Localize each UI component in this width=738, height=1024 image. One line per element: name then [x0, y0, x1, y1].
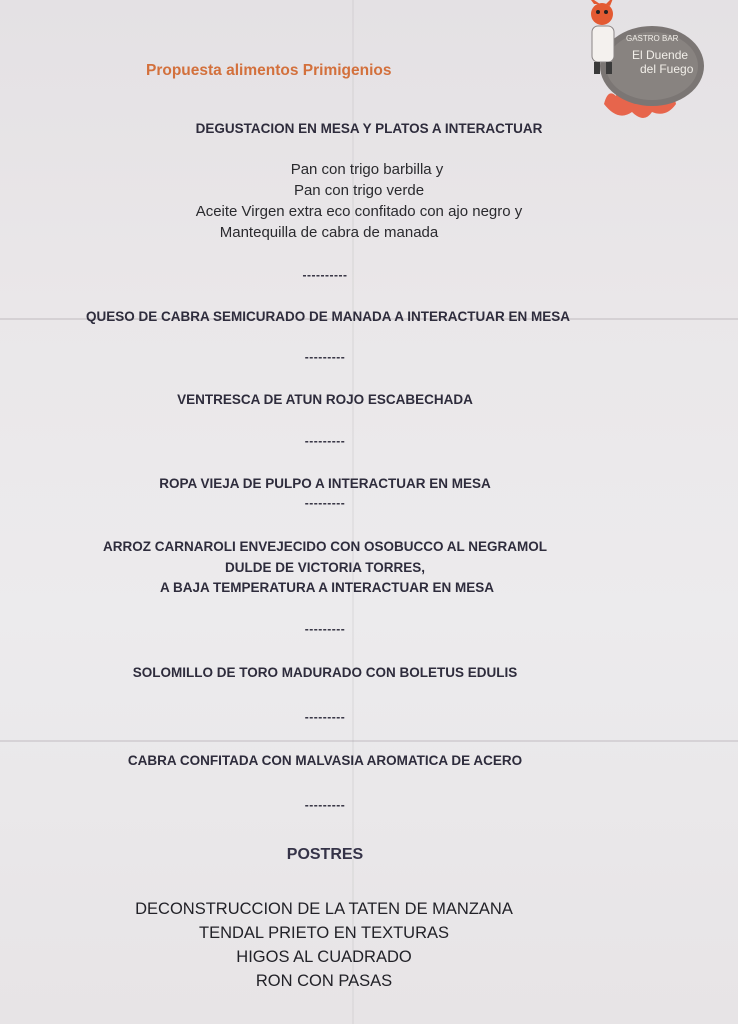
menu-section-ropa-vieja: ROPA VIEJA DE PULPO A INTERACTUAR EN MESA — [159, 476, 491, 491]
menu-item-line: Pan con trigo verde — [293, 182, 425, 199]
logo-line1: GASTRO BAR — [626, 34, 679, 43]
menu-section-ventresca: VENTRESCA DE ATUN ROJO ESCABECHADA — [177, 392, 473, 407]
restaurant-logo — [580, 0, 708, 128]
paper-fold-vertical — [352, 0, 354, 1024]
dessert-item: RON CON PASAS — [255, 972, 393, 990]
page-title: Propuesta alimentos Primigenios — [146, 62, 392, 79]
menu-section-arroz-line2: DULDE DE VICTORIA TORRES, — [224, 560, 426, 575]
dessert-item: HIGOS AL CUADRADO — [236, 948, 412, 966]
postres-title: POSTRES — [286, 846, 364, 863]
separator: --------- — [304, 710, 346, 724]
dessert-item: DECONSTRUCCION DE LA TATEN DE MANZANA — [135, 900, 513, 918]
logo-line3: del Fuego — [640, 62, 694, 76]
menu-section-arroz-line3: A BAJA TEMPERATURA A INTERACTUAR EN MESA — [160, 580, 494, 595]
menu-section-solomillo: SOLOMILLO DE TORO MADURADO CON BOLETUS EDULIS — [132, 665, 518, 680]
separator: --------- — [304, 496, 346, 510]
separator: --------- — [304, 622, 346, 636]
separator: --------- — [304, 434, 346, 448]
separator: --------- — [304, 350, 346, 364]
menu-section-degustacion: DEGUSTACION EN MESA Y PLATOS A INTERACTUAR — [195, 121, 543, 136]
dessert-item: TENDAL PRIETO EN TEXTURAS — [199, 924, 449, 942]
menu-item-line: Pan con trigo barbilla y — [290, 161, 444, 178]
menu-section-queso: QUESO DE CABRA SEMICURADO DE MANADA A INTERACTUAR EN MESA — [85, 309, 570, 324]
menu-item-line: Aceite Virgen extra eco confitado con ajo negro y — [195, 203, 523, 220]
menu-section-cabra: CABRA CONFITADA CON MALVASIA AROMATICA DE ACERO — [127, 753, 523, 768]
logo-line2: El Duende — [632, 48, 689, 62]
menu-section-arroz: ARROZ CARNAROLI ENVEJECIDO CON OSOBUCCO AL NEGRAMOL — [102, 539, 548, 554]
separator: ---------- — [302, 268, 348, 282]
paper-fold-lower — [0, 740, 738, 742]
separator: --------- — [304, 798, 346, 812]
menu-item-line: Mantequilla de cabra de manada — [219, 224, 439, 241]
